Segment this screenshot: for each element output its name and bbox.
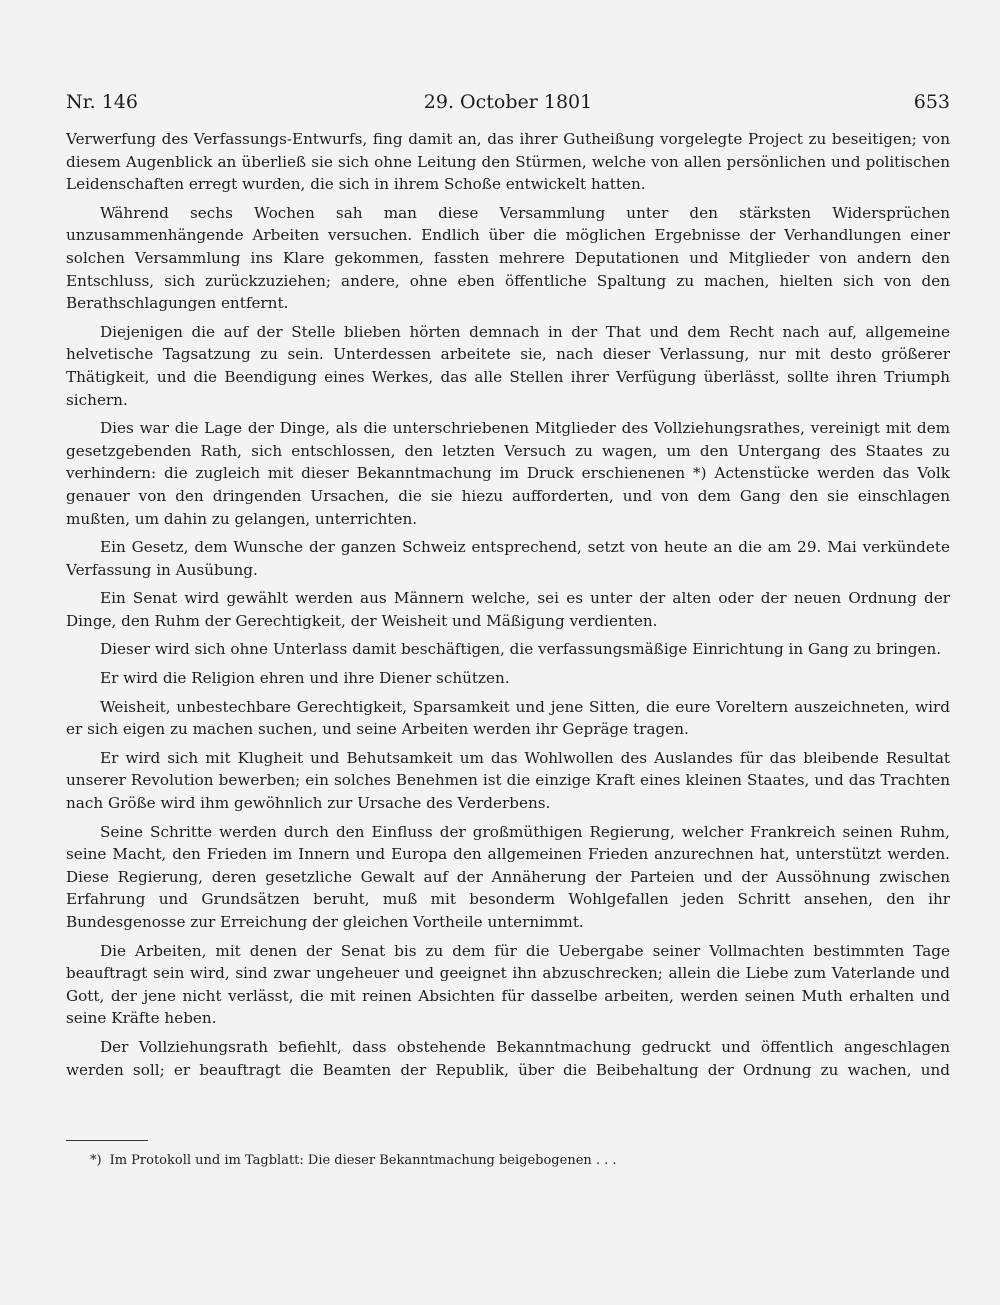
document-number: Nr. 146 [66, 91, 138, 113]
paragraph-8: Er wird die Religion ehren und ihre Diener schützen. [100, 669, 510, 688]
paragraph-1: Verwerfung des Verfassungs-Entwurfs, fing damit an, das ihrer Gutheißung vorgelegte Project zu beseitigen; von diesem Augenblick an überließ sie sich ohne Leitung den Stürmen, welche von allen persönlichen und politischen Leidenschaften erregt wurden, die sich in ihrem Schoße entwickelt hatten. [66, 130, 950, 194]
document-date: 29. October 1801 [423, 91, 593, 113]
paragraph-4: Dies war die Lage der Dinge, als die unterschriebenen Mitglieder des Vollziehungsrathes, vereinigt mit dem gesetzgebenden Rath, sich entschlossen, den letzten Versuch zu wagen, um den Untergang des Staates zu verhindern: die zugleich mit dieser Bekanntmachung im Druck erschienenen *) Actenstücke werden das Volk genauer von den dringenden Ursachen, die sie hiezu aufforderten, und von dem Gang den sie einschlagen mußten, um dahin zu gelangen, unterrichten. [66, 419, 950, 528]
paragraph-11: Seine Schritte werden durch den Einfluss der großmüthigen Regierung, welcher Frankreich seinen Ruhm, seine Macht, den Frieden im Innern und Europa den allgemeinen Frieden anzurechnen hat, unterstützt werden. Diese Regierung, deren gesetzliche Gewalt auf der Annäherung der Parteien und der Aussöhnung zwischen Erfahrung und Grundsätzen beruht, muß mit besonderm Wohlgefallen jeden Schritt ansehen, den ihr Bundesgenosse zur Erreichung der gleichen Vortheile unternimmt. [66, 822, 950, 931]
page-number: 653 [913, 91, 950, 113]
paragraph-10: Er wird sich mit Klugheit und Behutsamkeit um das Wohlwollen des Auslandes für das bleibende Resultat unserer Revolution bewerben; ein solches Benehmen ist die einzige Kraft eines kleinen Staates, und das Trachten nach Größe wird ihm gewöhnlich zur Ursache des Verderbens. [66, 748, 950, 813]
paragraph-12: Die Arbeiten, mit denen der Senat bis zu dem für die Uebergabe seiner Vollmachten bestimmten Tage beauftragt sein wird, sind zwar ungeheuer und geeignet ihn abzuschrecken; allein die Liebe zum Vaterlande und Gott, der jene nicht verlässt, die mit reinen Absichten für dasselbe arbeiten, werden seinen Muth erhalten und seine Kräfte heben. [66, 941, 950, 1028]
paragraph-9: Weisheit, unbestechbare Gerechtigkeit, Sparsamkeit und jene Sitten, die eure Voreltern auszeichneten, wird er sich eigen zu machen suchen, und seine Arbeiten werden ihr Gepräge tragen. [66, 697, 950, 739]
page-header [66, 90, 950, 114]
paragraph-6: Ein Senat wird gewählt werden aus Männern welche, sei es unter der alten oder der neuen Ordnung der Dinge, den Ruhm der Gerechtigkeit, der Weisheit und Mäßigung verdienten. [66, 589, 950, 630]
body-text [66, 128, 950, 1081]
paragraph-7: Dieser wird sich ohne Unterlass damit beschäftigen, die verfassungsmäßige Einrichtung in Gang zu bringen. [100, 640, 942, 659]
footnote [90, 1152, 950, 1170]
footnote-rule [66, 1140, 148, 1141]
paragraph-3: Diejenigen die auf der Stelle blieben hörten demnach in der That und dem Recht nach auf, allgemeine helvetische Tagsatzung zu sein. Unterdessen arbeitete sie, nach dieser Verlassung, nur mit desto größerer Thätigkeit, und die Beendigung eines Werkes, das alle Stellen ihrer Verfügung überlässt, sollte ihren Triumph sichern. [66, 322, 950, 409]
paragraph-5: Ein Gesetz, dem Wunsche der ganzen Schweiz entsprechend, setzt von heute an die am 29. Mai verkündete Verfassung in Ausübung. [66, 538, 950, 579]
footnote-text: Im Protokoll und im Tagblatt: Die dieser Bekanntmachung beigebogenen . . . [109, 1153, 617, 1168]
footnote-mark: *) [90, 1153, 102, 1168]
paragraph-2: Während sechs Wochen sah man diese Versammlung unter den stärksten Widersprüchen unzusammenhängende Arbeiten versuchen. Endlich über die möglichen Ergebnisse der Verhandlungen einer solchen Versammlung ins Klare gekommen, fassten mehrere Deputationen und Mitglieder von andern den Entschluss, sich zurückzuziehen; andere, ohne eben öffentliche Spaltung zu machen, hielten sich von den Berathschlagungen entfernt. [66, 203, 950, 313]
paragraph-13: Der Vollziehungsrath befiehlt, dass obstehende Bekanntmachung gedruckt und öffentlich angeschlagen werden soll; er beauftragt die Beamten der Republik, über die Beibehaltung der Ordnung zu wachen, und [66, 1037, 950, 1079]
